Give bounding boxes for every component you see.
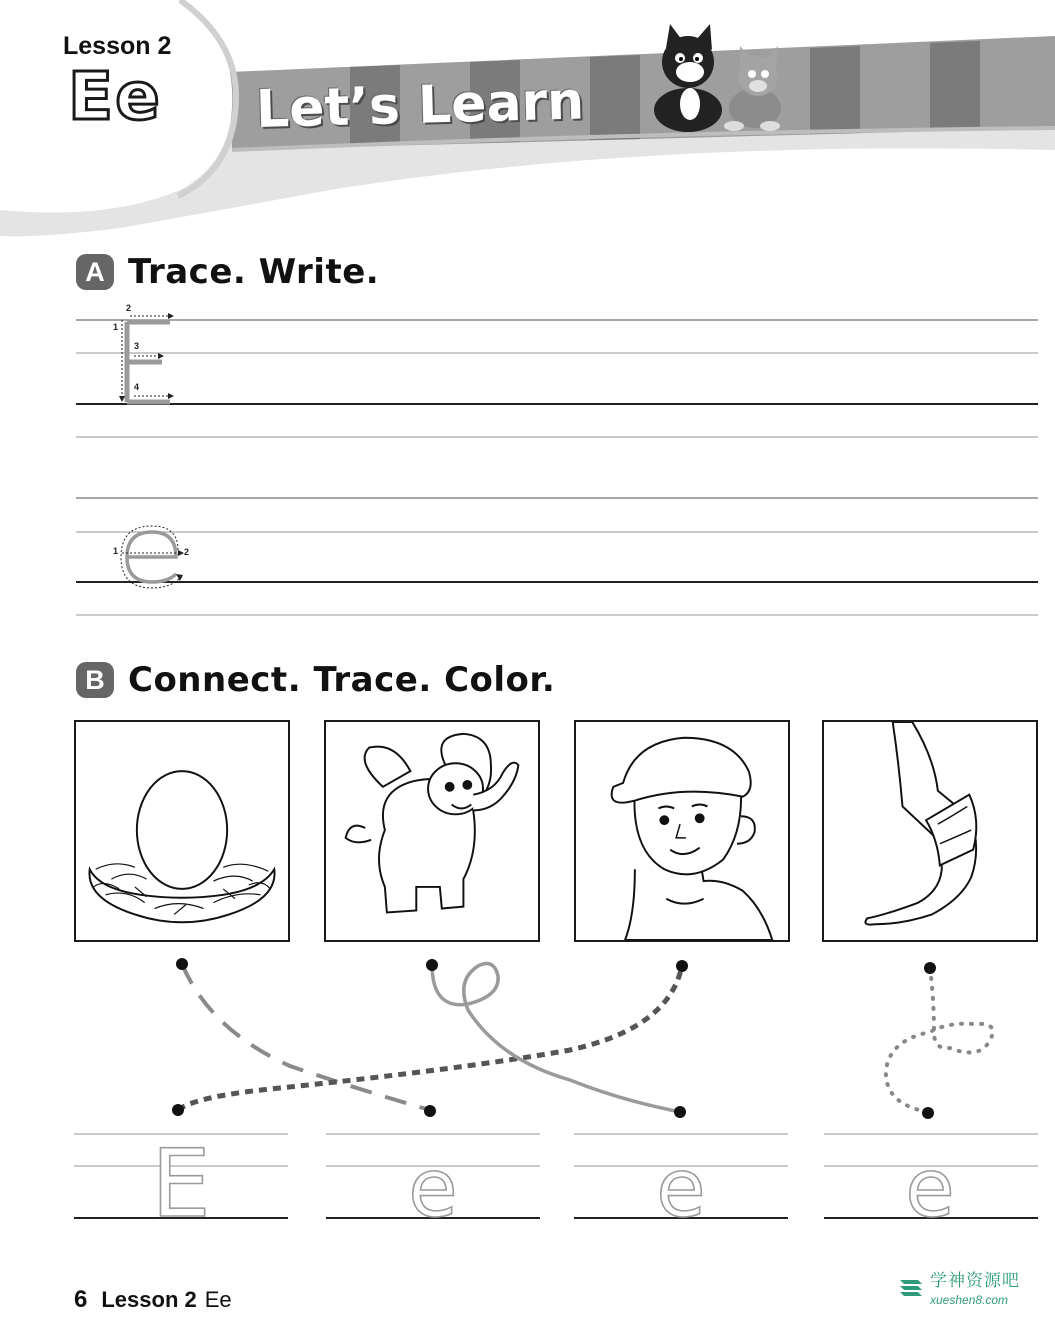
trace-letter: e bbox=[656, 1142, 706, 1235]
footer-lesson: Lesson 2 bbox=[101, 1287, 197, 1312]
stroke-number: 2 bbox=[184, 547, 190, 557]
section-b-heading bbox=[76, 660, 555, 700]
stroke-number: 4 bbox=[134, 382, 140, 392]
stroke-number: 1 bbox=[113, 322, 119, 332]
connect-line bbox=[178, 965, 682, 1110]
elbow-icon bbox=[824, 722, 1036, 940]
boy-in-cap-icon bbox=[576, 722, 788, 940]
watermark-url: xueshen8.com bbox=[930, 1293, 1009, 1307]
section-a-badge: A bbox=[76, 254, 114, 290]
picture-elbow-panel[interactable] bbox=[822, 720, 1038, 942]
connect-dot bbox=[674, 1106, 686, 1118]
page-number: 6 bbox=[74, 1286, 88, 1313]
connect-dot bbox=[676, 960, 688, 972]
connect-line bbox=[182, 964, 430, 1110]
connect-dot bbox=[922, 1107, 934, 1119]
trace-letter: E bbox=[151, 1130, 211, 1239]
trace-write-area[interactable] bbox=[0, 295, 1055, 625]
connect-dot bbox=[176, 958, 188, 970]
elephant-icon bbox=[326, 722, 538, 940]
connect-line bbox=[886, 968, 993, 1112]
connect-line bbox=[432, 964, 680, 1112]
footer-letters: Ee bbox=[204, 1287, 232, 1312]
trace-letter: e bbox=[905, 1142, 955, 1235]
picture-elephant-panel[interactable] bbox=[324, 720, 540, 942]
banner-title: Let’s Learn bbox=[255, 71, 585, 140]
stroke-number: 2 bbox=[126, 303, 132, 313]
connect-dots bbox=[172, 958, 936, 1119]
section-a-heading bbox=[76, 252, 379, 292]
letter-lines bbox=[74, 1134, 1038, 1250]
stroke-number: 3 bbox=[134, 341, 140, 351]
section-b-title: Connect. Trace. Color. bbox=[128, 660, 556, 700]
connect-dot bbox=[172, 1104, 184, 1116]
trace-letter: e bbox=[408, 1142, 458, 1235]
connect-dot bbox=[924, 962, 936, 974]
egg-in-nest-icon bbox=[76, 722, 288, 940]
watermark-text: 学神资源吧 bbox=[930, 1271, 1020, 1291]
lesson-label: Lesson 2 bbox=[63, 32, 172, 60]
lowercase-e-model bbox=[127, 532, 176, 582]
stroke-number: 1 bbox=[113, 546, 119, 556]
connect-trace-area[interactable] bbox=[0, 950, 1055, 1250]
books-icon bbox=[898, 1276, 924, 1298]
page-footer bbox=[74, 1286, 232, 1314]
picture-egg-panel[interactable] bbox=[74, 720, 290, 942]
watermark bbox=[898, 1266, 1020, 1307]
picture-boy-panel[interactable] bbox=[574, 720, 790, 942]
connect-dot bbox=[426, 959, 438, 971]
section-a-title: Trace. Write. bbox=[128, 252, 380, 292]
lesson-letters: Ee bbox=[68, 58, 162, 135]
connect-dot bbox=[424, 1105, 436, 1117]
section-b-badge: B bbox=[76, 662, 114, 698]
